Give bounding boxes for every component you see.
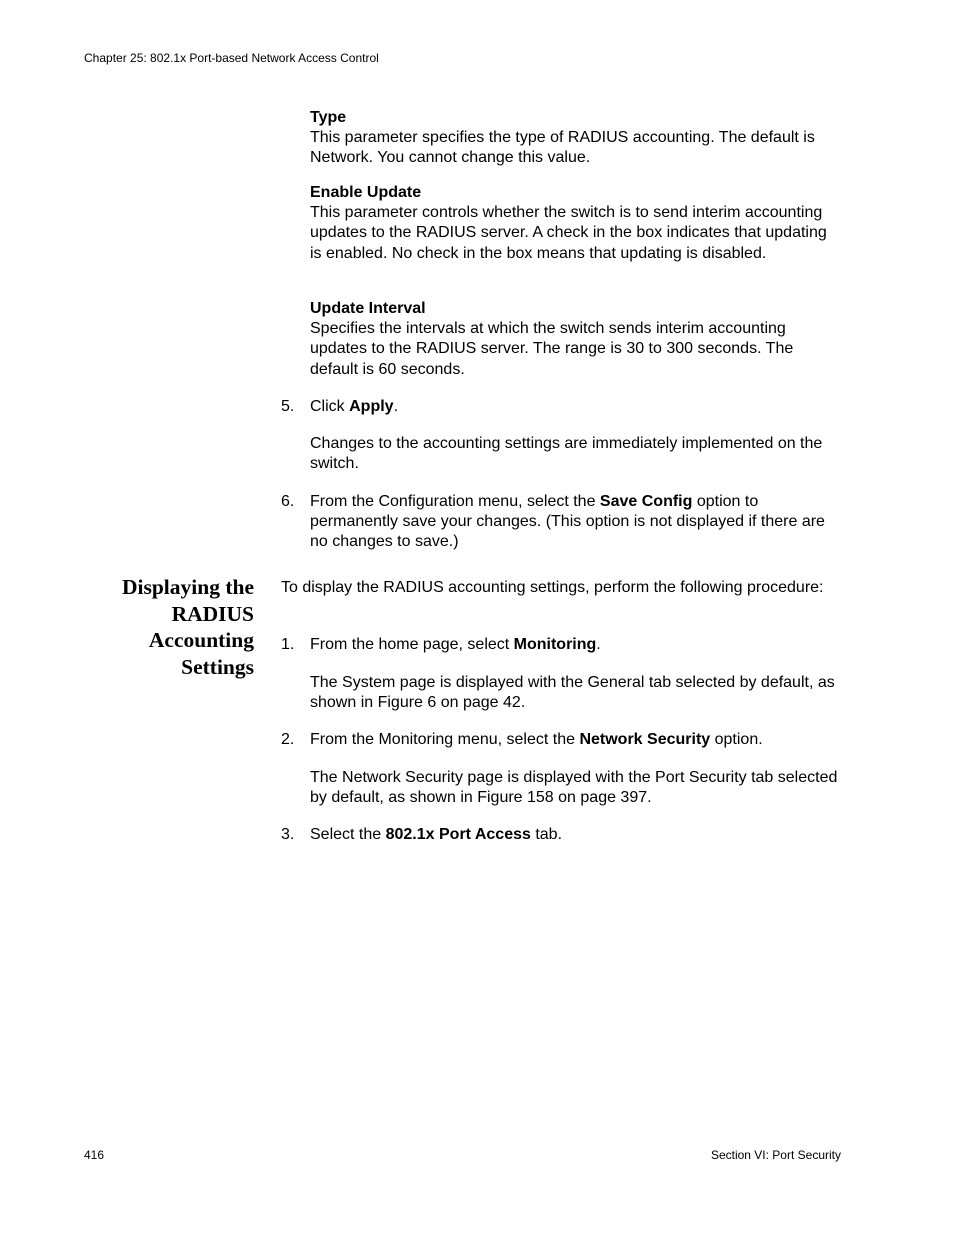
step-3 [281, 825, 841, 845]
step-text [310, 635, 841, 655]
step-text-lead: From the Configuration menu, select the [310, 493, 600, 510]
param-description: This parameter specifies the type of RADIUS accounting. The default is Network. You cannot change this value. [310, 129, 815, 167]
step-text-lead: From the Monitoring menu, select the [310, 731, 580, 748]
step-text [310, 397, 841, 417]
step-number: 6. [281, 493, 295, 510]
step-ui-term: Apply [349, 398, 394, 415]
step-text-tail: . [596, 636, 601, 653]
step-text-lead: Click [310, 398, 350, 415]
section-heading [84, 574, 254, 680]
param-title: Update Interval [310, 300, 426, 317]
param-type [310, 108, 840, 169]
step-5-result: Changes to the accounting settings are immediately implemented on the switch. [310, 435, 823, 473]
step-1 [281, 635, 841, 655]
step-1-result: The System page is displayed with the General tab selected by default, as shown in Figure 6 on page 42. [310, 674, 835, 712]
running-header: Chapter 25: 802.1x Port-based Network Access Control [84, 51, 379, 65]
step-ui-term: Network Security [579, 731, 711, 748]
heading-line: Accounting [148, 628, 254, 652]
heading-line: Displaying the [121, 575, 254, 599]
step-2 [281, 730, 841, 750]
step-text-tail: option. [710, 731, 763, 748]
heading-line: RADIUS [171, 601, 254, 626]
step-text-tail: option to permanently save your changes. (This option is not displayed if there are no changes to save.) [310, 493, 825, 551]
step-5 [281, 397, 841, 417]
param-enable-update [310, 183, 840, 264]
step-text-lead: From the home page, select [310, 636, 514, 653]
heading-line: Settings [181, 654, 254, 679]
step-number: 2. [281, 731, 295, 748]
step-ui-term: 802.1x Port Access [385, 826, 531, 843]
param-description: Specifies the intervals at which the switch sends interim accounting updates to the RADIUS server. The range is 30 to 300 seconds. The default is 60 seconds. [310, 320, 794, 378]
step-6 [281, 492, 841, 553]
step-text [310, 492, 841, 553]
section-intro: To display the RADIUS accounting settings, perform the following procedure: [281, 579, 824, 596]
page-number: 416 [84, 1148, 105, 1162]
step-text-tail: tab. [530, 826, 563, 843]
param-description: This parameter controls whether the switch is to send interim accounting updates to the RADIUS server. A check in the box indicates that updating is enabled. No check in the box means that updating is disabled. [310, 204, 827, 262]
step-number: 5. [281, 398, 295, 415]
step-text [310, 730, 841, 750]
step-text-lead: Select the [310, 826, 386, 843]
param-title: Type [310, 109, 347, 126]
param-update-interval [310, 299, 840, 380]
step-text-tail: . [393, 398, 399, 415]
param-title: Enable Update [310, 184, 422, 201]
step-number: 1. [281, 636, 295, 653]
step-number: 3. [281, 826, 295, 843]
step-text [310, 825, 841, 845]
step-2-result: The Network Security page is displayed with the Port Security tab selected by default, as shown in Figure 158 on page 397. [310, 769, 838, 807]
footer-section: Section VI: Port Security [710, 1148, 841, 1162]
step-ui-term: Monitoring [513, 636, 597, 653]
step-ui-term: Save Config [599, 493, 693, 510]
